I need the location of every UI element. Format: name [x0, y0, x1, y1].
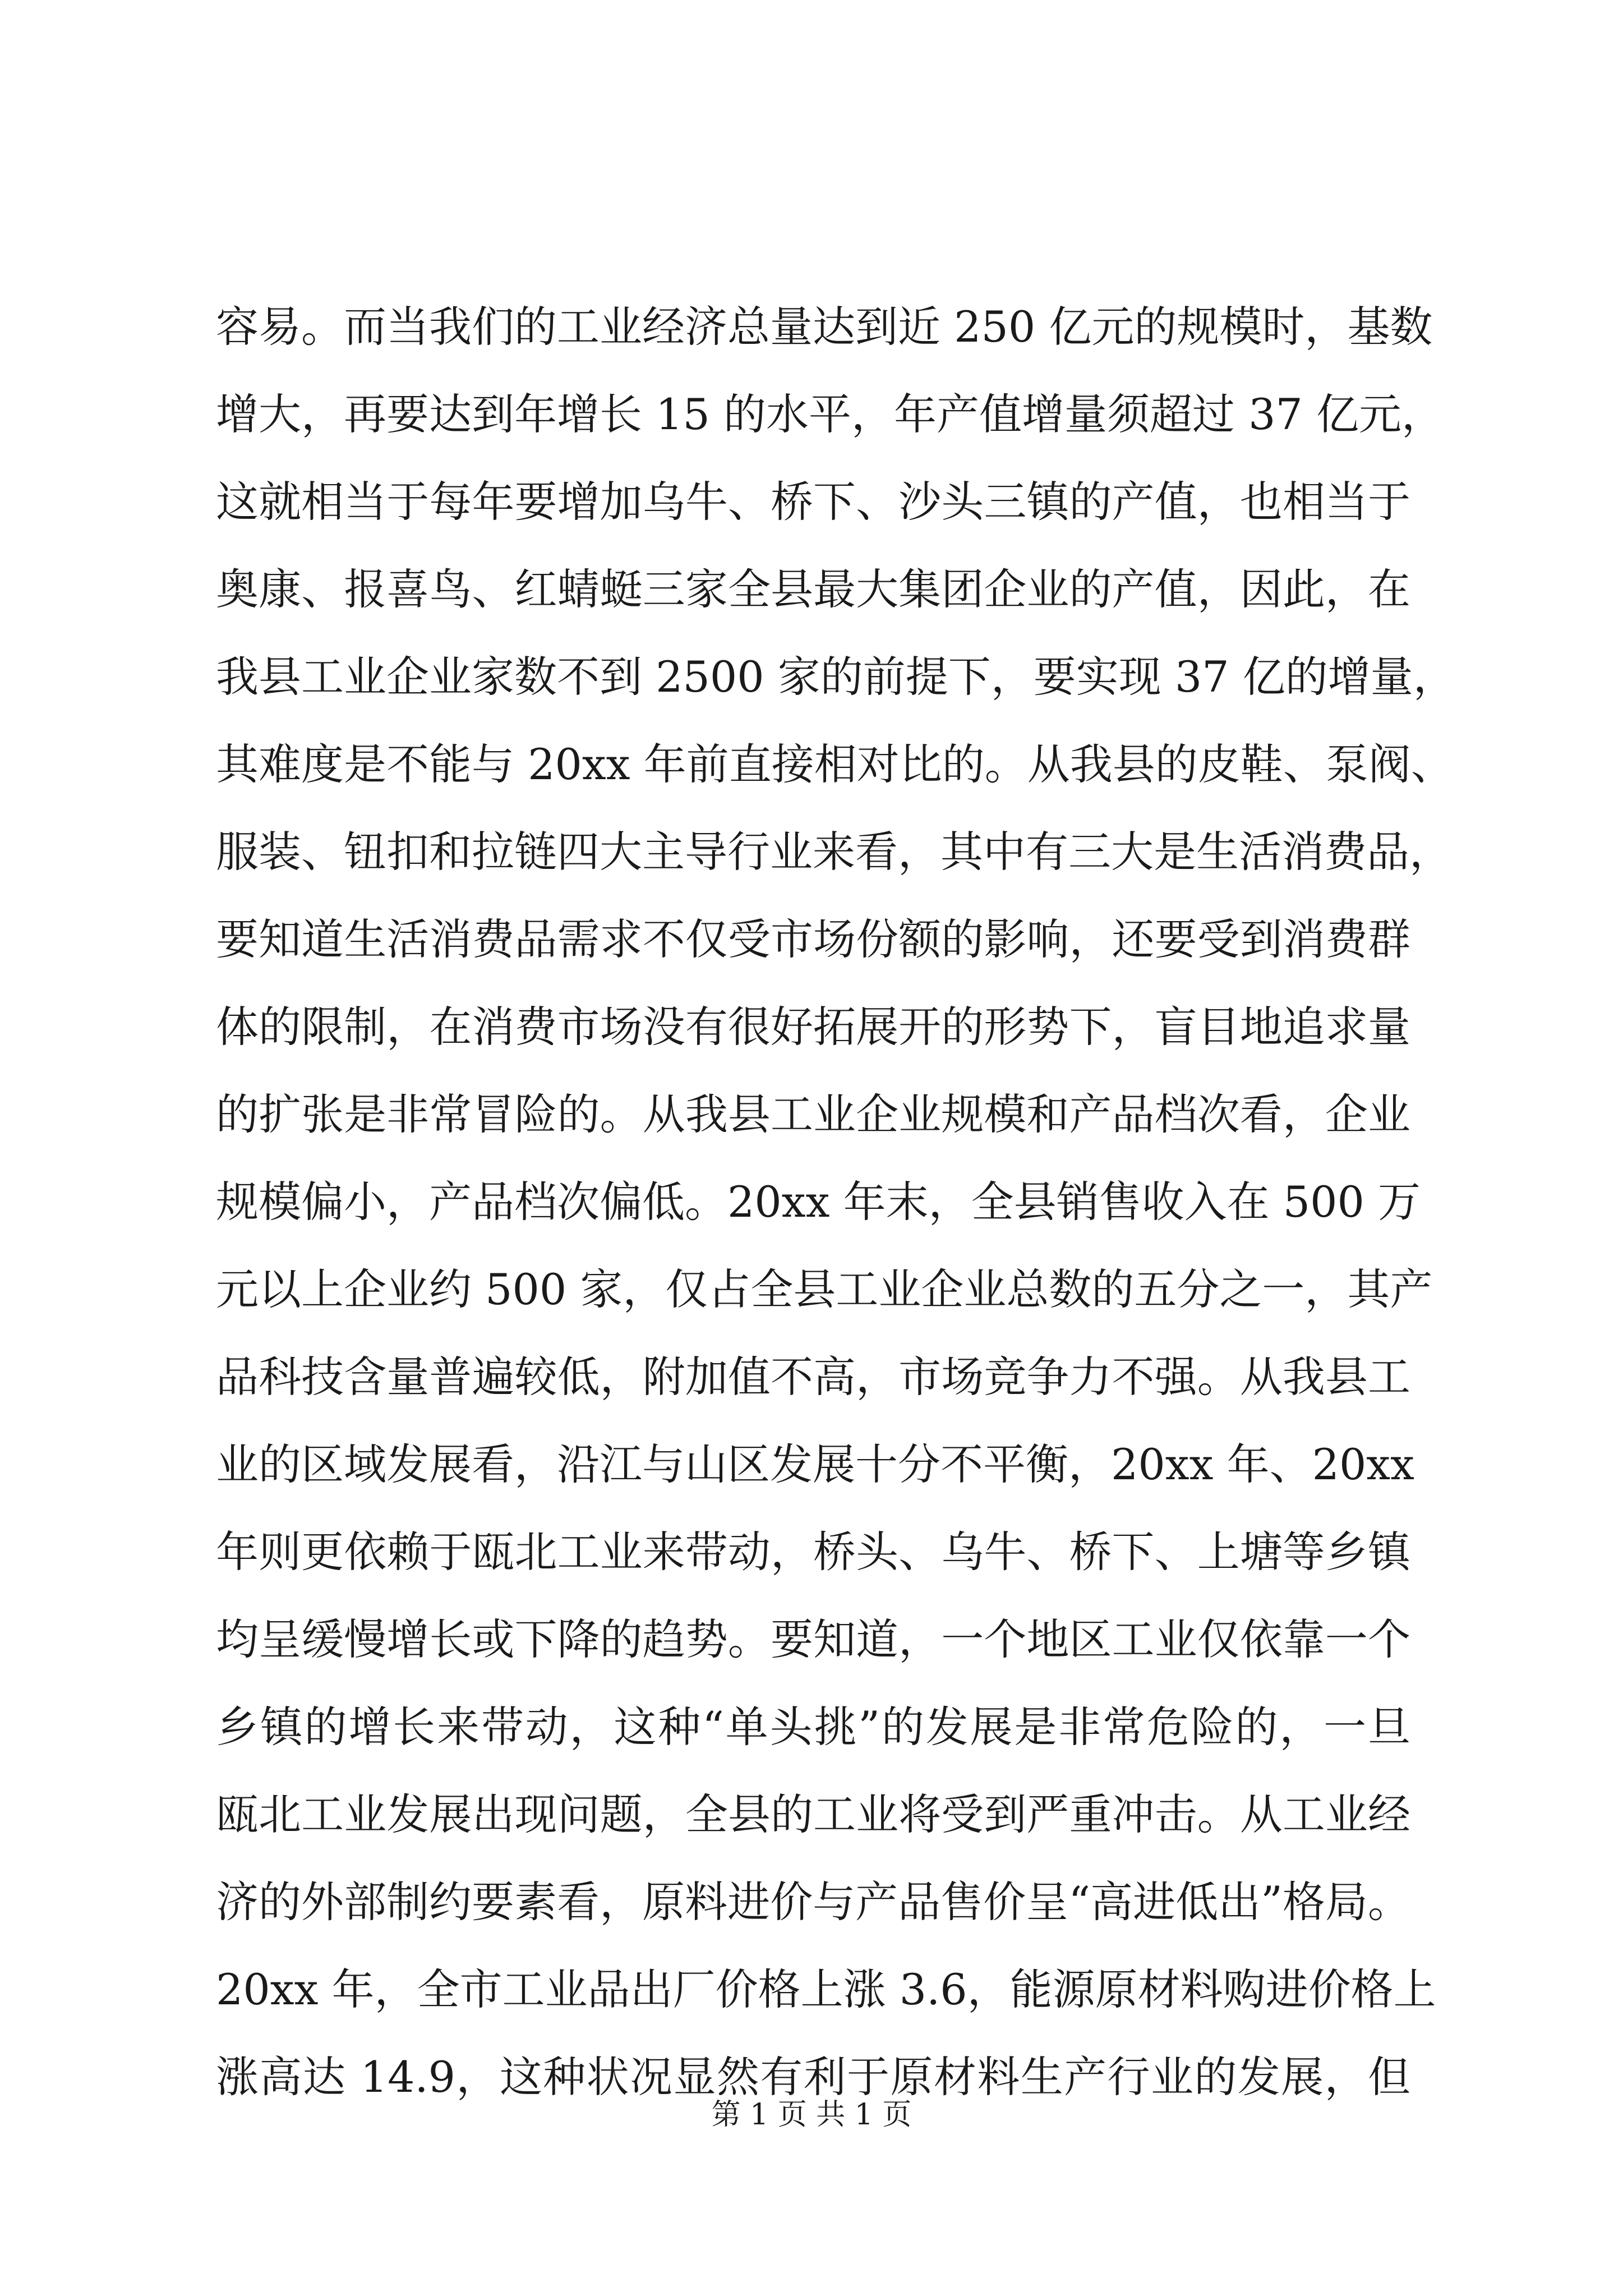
body-text: [216, 283, 1456, 2121]
text-line: 其难度是不能与 20xx 年前直接相对比的。从我县的皮鞋、泵阀、: [216, 739, 1454, 789]
text-line: 乡镇的增长来带动，这种“单头挑”的发展是非常危险的，一旦: [216, 1702, 1410, 1752]
text-line: 服装、钮扣和拉链四大主导行业来看，其中有三大是生活消费品，: [216, 827, 1452, 877]
text-line: 济的外部制约要素看，原料进价与产品售价呈“高进低出”格局。: [216, 1877, 1410, 1927]
text-line: 均呈缓慢增长或下降的趋势。要知道，一个地区工业仅依靠一个: [216, 1614, 1410, 1664]
text-line: 我县工业企业家数不到 2500 家的前提下，要实现 37 亿的增量，: [216, 652, 1456, 702]
text-line: 这就相当于每年要增加乌牛、桥下、沙头三镇的产值，也相当于: [216, 477, 1410, 527]
text-line: 容易。而当我们的工业经济总量达到近 250 亿元的规模时，基数: [216, 302, 1433, 352]
text-line: 业的区域发展看，沿江与山区发展十分不平衡，20xx 年、20xx: [216, 1439, 1415, 1489]
text-line: 20xx 年，全市工业品出厂价格上涨 3.6，能源原材料购进价格上: [216, 1964, 1436, 2014]
text-line: 奥康、报喜鸟、红蜻蜓三家全县最大集团企业的产值，因此，在: [216, 564, 1410, 614]
text-line: 的扩张是非常冒险的。从我县工业企业规模和产品档次看，企业: [216, 1089, 1410, 1139]
text-line: 规模偏小，产品档次偏低。20xx 年末，全县销售收入在 500 万: [216, 1177, 1421, 1227]
text-line: 体的限制，在消费市场没有很好拓展开的形势下，盲目地追求量: [216, 1002, 1410, 1052]
text-line: 增大，再要达到年增长 15 的水平，年产值增量须超过 37 亿元，: [216, 389, 1445, 439]
text-line: 年则更依赖于瓯北工业来带动，桥头、乌牛、桥下、上塘等乡镇: [216, 1527, 1410, 1577]
text-line: 要知道生活消费品需求不仅受市场份额的影响，还要受到消费群: [216, 914, 1410, 964]
text-line: 品科技含量普遍较低，附加值不高，市场竞争力不强。从我县工: [216, 1352, 1410, 1402]
page-footer: 第 1 页 共 1 页: [711, 2098, 912, 2132]
text-line: 瓯北工业发展出现问题，全县的工业将受到严重冲击。从工业经: [216, 1789, 1410, 1839]
text-line: 涨高达 14.9，这种状况显然有利于原材料生产行业的发展，但: [216, 2052, 1410, 2102]
text-line: 元以上企业约 500 家，仅占全县工业企业总数的五分之一，其产: [216, 1264, 1433, 1314]
